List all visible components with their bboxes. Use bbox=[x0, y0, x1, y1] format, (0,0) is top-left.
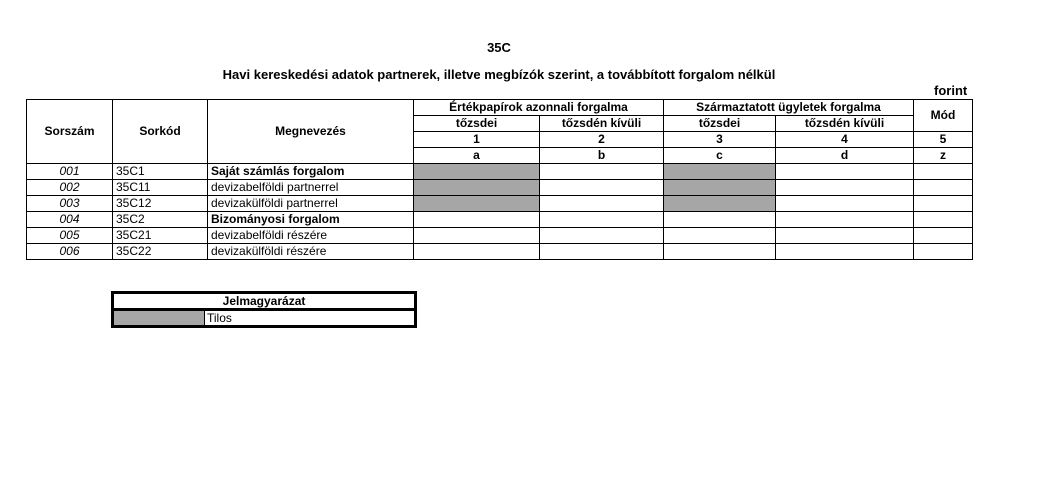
data-cell[interactable] bbox=[664, 212, 776, 228]
data-cell[interactable] bbox=[914, 212, 973, 228]
data-cell[interactable] bbox=[776, 244, 914, 260]
col-header-sorszam: Sorszám bbox=[27, 100, 113, 164]
row-name: Bizományosi forgalom bbox=[208, 212, 414, 228]
col-num-5: 5 bbox=[914, 132, 973, 148]
row-name: devizakülföldi részére bbox=[208, 244, 414, 260]
table-row bbox=[27, 228, 973, 244]
col-group-szarmaztatott: Származtatott ügyletek forgalma bbox=[664, 100, 914, 116]
table-row bbox=[27, 196, 973, 212]
data-cell[interactable] bbox=[414, 212, 540, 228]
col-header-sorkod: Sorkód bbox=[113, 100, 208, 164]
legend bbox=[111, 291, 417, 328]
data-cell[interactable] bbox=[776, 228, 914, 244]
data-cell[interactable] bbox=[540, 228, 664, 244]
data-cell bbox=[414, 180, 540, 196]
data-cell bbox=[664, 180, 776, 196]
legend-label: Tilos bbox=[205, 310, 416, 327]
row-code: 35C21 bbox=[113, 228, 208, 244]
col-letter-z: z bbox=[914, 148, 973, 164]
data-cell[interactable] bbox=[776, 196, 914, 212]
unit-label: forint bbox=[934, 83, 968, 98]
row-name: devizabelföldi részére bbox=[208, 228, 414, 244]
row-name: Saját számlás forgalom bbox=[208, 164, 414, 180]
col-num-2: 2 bbox=[540, 132, 664, 148]
report-title: Havi kereskedési adatok partnerek, illetve megbízók szerint, a továbbított forgalom nélkül bbox=[222, 67, 776, 82]
col-sub-4: tőzsdén kívüli bbox=[776, 116, 914, 132]
data-cell bbox=[414, 196, 540, 212]
header-row-groups bbox=[27, 100, 973, 116]
data-cell[interactable] bbox=[776, 212, 914, 228]
col-letter-a: a bbox=[414, 148, 540, 164]
col-sub-3: tőzsdei bbox=[664, 116, 776, 132]
row-code: 35C11 bbox=[113, 180, 208, 196]
data-cell[interactable] bbox=[540, 212, 664, 228]
row-code: 35C12 bbox=[113, 196, 208, 212]
col-letter-d: d bbox=[776, 148, 914, 164]
row-number: 004 bbox=[27, 212, 113, 228]
data-cell[interactable] bbox=[914, 164, 973, 180]
table-row bbox=[27, 244, 973, 260]
data-cell[interactable] bbox=[540, 180, 664, 196]
data-cell[interactable] bbox=[776, 164, 914, 180]
col-header-megnevezes: Megnevezés bbox=[208, 100, 414, 164]
col-letter-b: b bbox=[540, 148, 664, 164]
col-letter-c: c bbox=[664, 148, 776, 164]
col-header-mod: Mód bbox=[914, 100, 973, 132]
data-cell bbox=[664, 164, 776, 180]
col-num-1: 1 bbox=[414, 132, 540, 148]
data-cell[interactable] bbox=[664, 244, 776, 260]
data-cell[interactable] bbox=[540, 196, 664, 212]
row-code: 35C1 bbox=[113, 164, 208, 180]
row-number: 002 bbox=[27, 180, 113, 196]
data-cell[interactable] bbox=[776, 180, 914, 196]
row-name: devizakülföldi partnerrel bbox=[208, 196, 414, 212]
row-code: 35C22 bbox=[113, 244, 208, 260]
col-group-ertekpapirok: Értékpapírok azonnali forgalma bbox=[414, 100, 664, 116]
data-cell[interactable] bbox=[914, 244, 973, 260]
row-number: 006 bbox=[27, 244, 113, 260]
table-row bbox=[27, 164, 973, 180]
table-row bbox=[27, 180, 973, 196]
data-table bbox=[26, 99, 973, 260]
row-number: 005 bbox=[27, 228, 113, 244]
col-num-4: 4 bbox=[776, 132, 914, 148]
data-cell[interactable] bbox=[540, 244, 664, 260]
data-cell[interactable] bbox=[664, 228, 776, 244]
col-sub-2: tőzsdén kívüli bbox=[540, 116, 664, 132]
data-cell[interactable] bbox=[914, 228, 973, 244]
legend-title: Jelmagyarázat bbox=[113, 293, 416, 310]
row-number: 001 bbox=[27, 164, 113, 180]
report-code: 35C bbox=[487, 40, 511, 55]
row-name: devizabelföldi partnerrel bbox=[208, 180, 414, 196]
table-row bbox=[27, 212, 973, 228]
data-cell bbox=[664, 196, 776, 212]
data-cell[interactable] bbox=[914, 180, 973, 196]
col-num-3: 3 bbox=[664, 132, 776, 148]
data-cell[interactable] bbox=[414, 244, 540, 260]
data-cell[interactable] bbox=[540, 164, 664, 180]
row-number: 003 bbox=[27, 196, 113, 212]
legend-swatch bbox=[113, 310, 205, 327]
col-sub-1: tőzsdei bbox=[414, 116, 540, 132]
data-cell[interactable] bbox=[414, 228, 540, 244]
data-cell[interactable] bbox=[914, 196, 973, 212]
data-cell bbox=[414, 164, 540, 180]
row-code: 35C2 bbox=[113, 212, 208, 228]
